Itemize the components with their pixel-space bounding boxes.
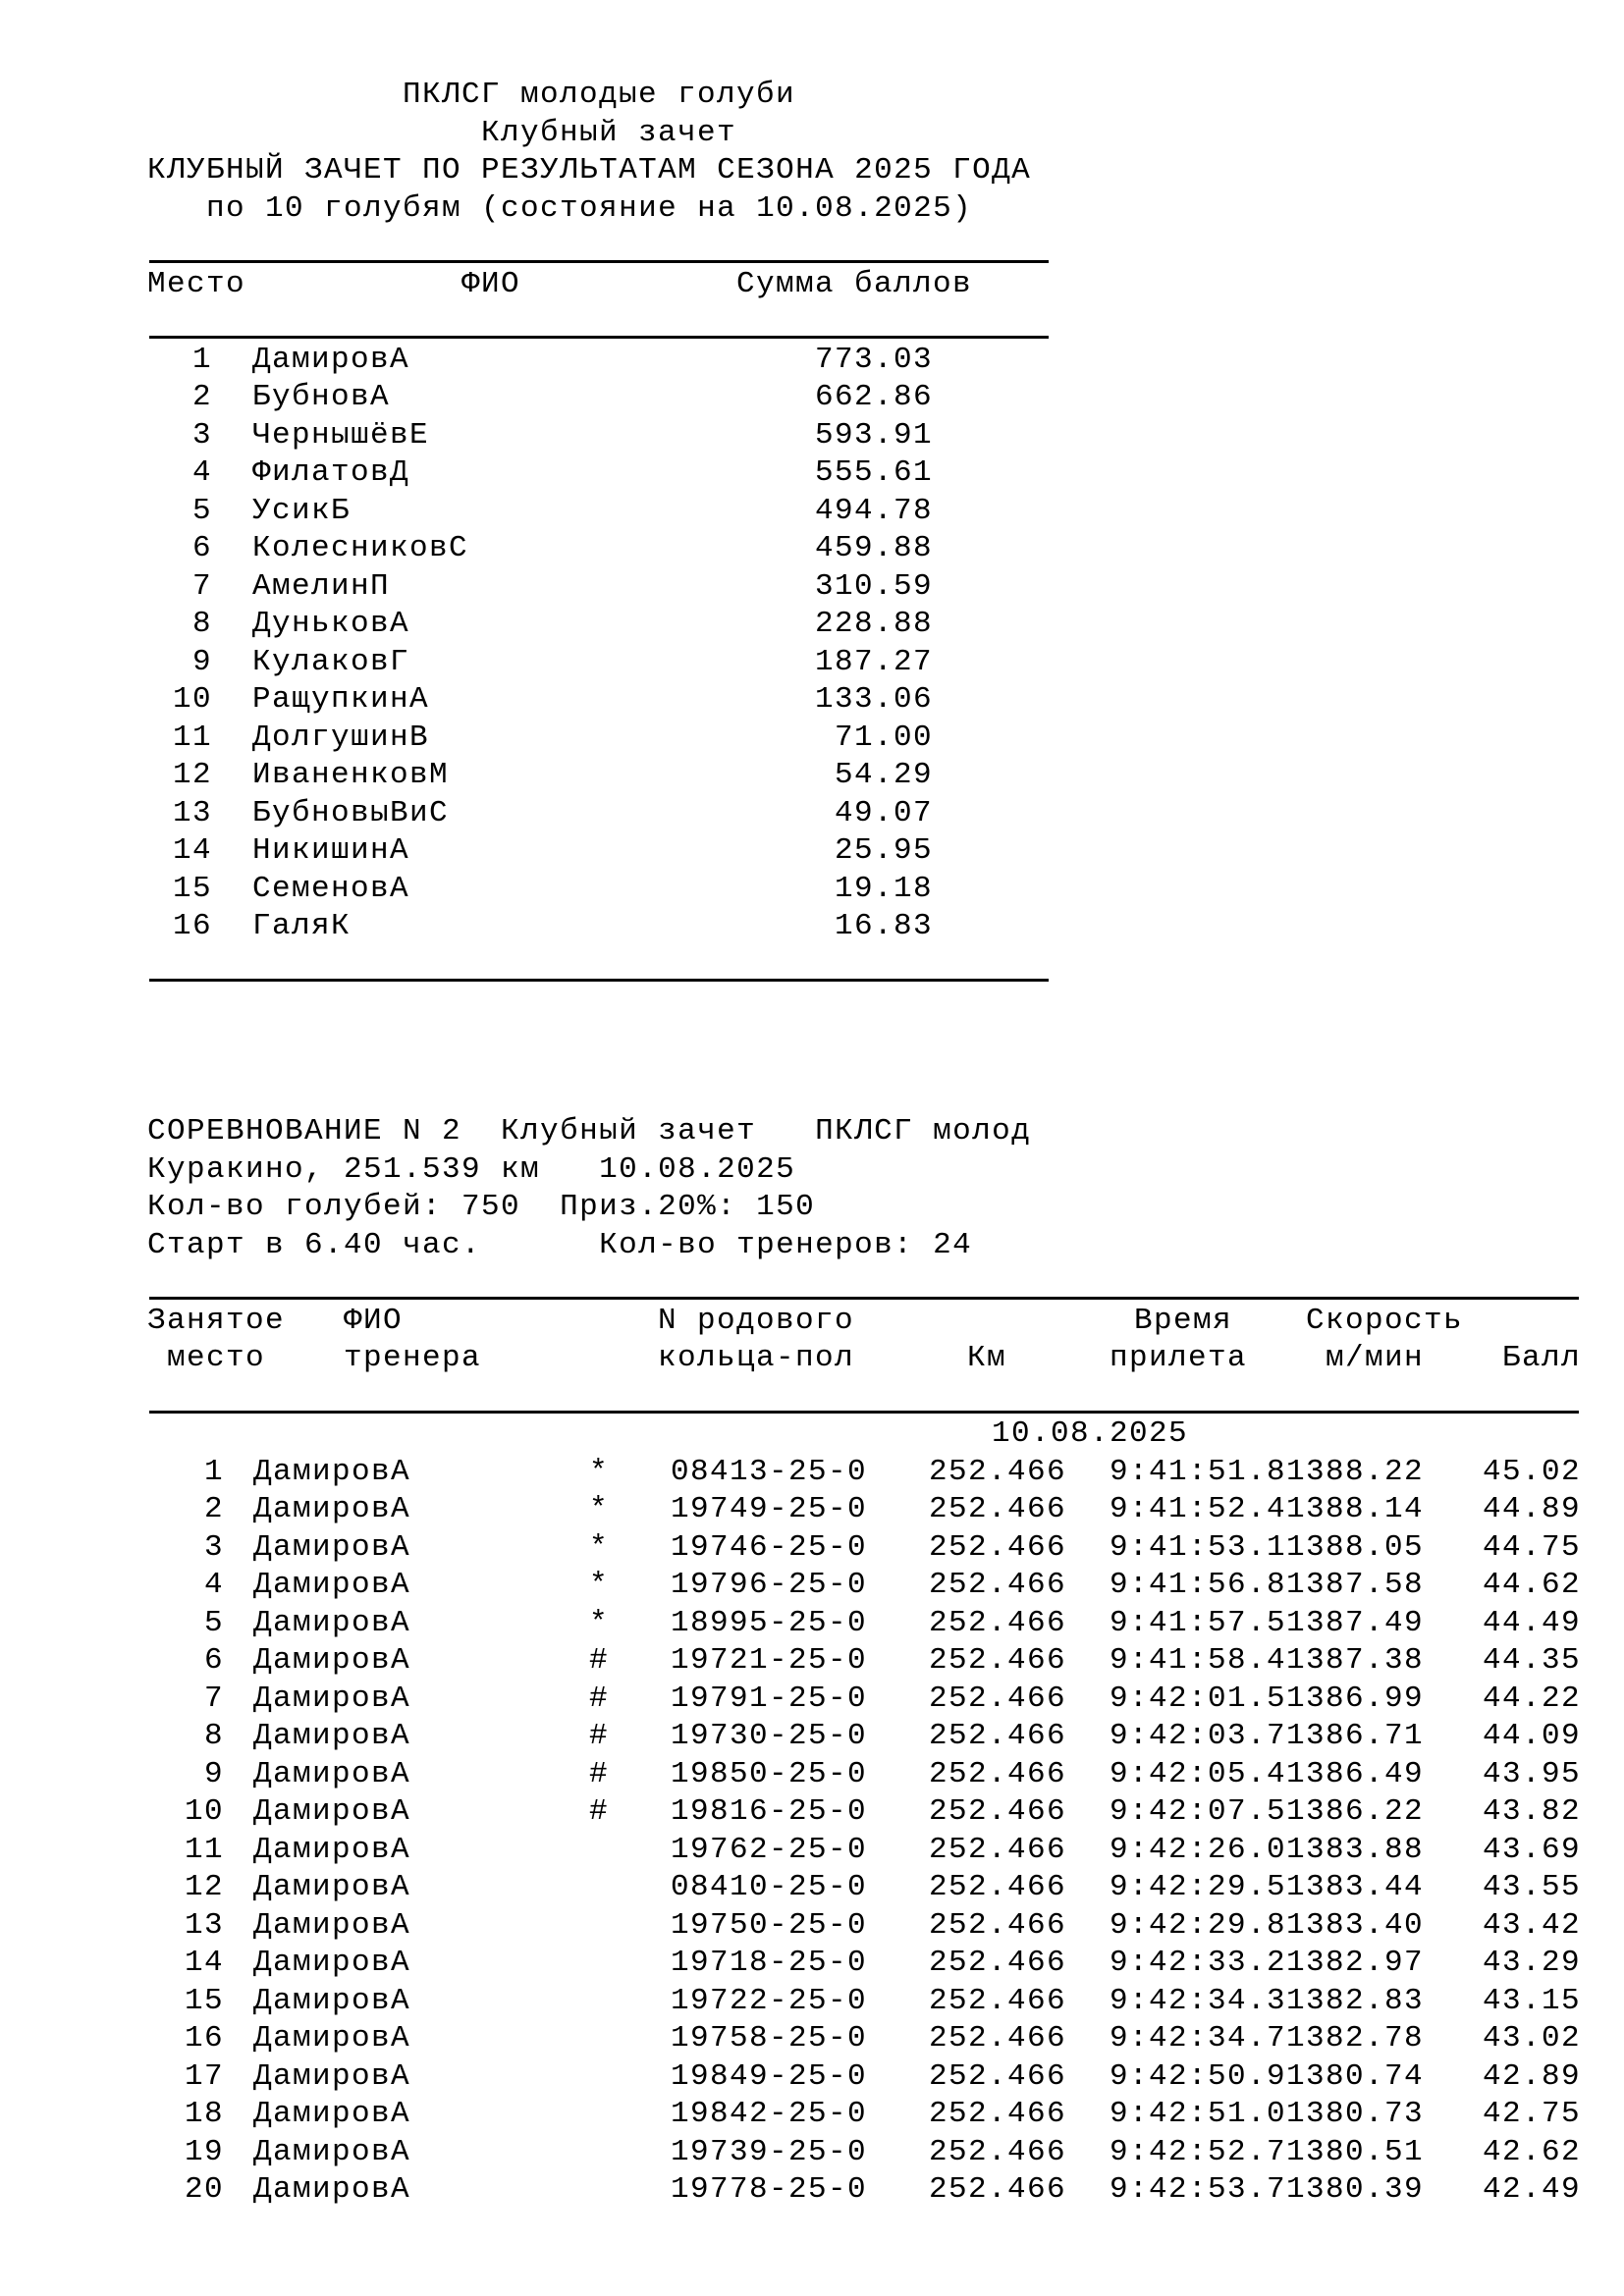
fancier-name-cell: ГаляК [252,909,352,943]
trainer-name-cell: ДамировА [253,1907,411,1943]
score-sum-cell: 310.59 [814,568,933,604]
results-header-place-1: Занятое [147,1303,286,1338]
competition-start-line [147,1227,1624,1265]
club-name: ПКЛСГ молодые голуби [403,78,796,112]
distance-cell: 252.466 [928,2021,1066,2056]
result-row [147,2058,1624,2097]
distance-cell: 252.466 [928,1794,1066,1829]
points-cell: 42.49 [1482,2172,1581,2207]
place-cell: 16 [172,909,212,943]
arrival-time-cell: 9:42:33.2 [1109,1946,1286,1980]
standings-row [147,720,1624,758]
score-sum-cell: 494.78 [814,493,933,528]
points-cell: 44.35 [1482,1643,1581,1678]
score-sum-cell: 459.88 [814,531,933,565]
results-header-speed-2: м/мин [1326,1341,1425,1375]
ring-number-cell: 19730-25-0 [671,1719,868,1753]
ring-number-cell: 19722-25-0 [671,1983,868,2018]
standings-header-row [147,266,1624,304]
place-cell: 7 [203,1681,224,1716]
distance-cell: 252.466 [928,2134,1066,2169]
result-row [147,2134,1624,2172]
speed-cell: 1382.78 [1285,2021,1424,2056]
standings-header-score: Сумма баллов [736,266,973,301]
arrival-time-cell: 9:42:34.3 [1109,1983,1286,2018]
distance-cell: 252.466 [928,1870,1066,1904]
speed-cell: 1387.49 [1285,1605,1424,1640]
prize-mark-cell: * [589,1454,610,1489]
place-cell: 7 [191,568,212,604]
standings-title: КЛУБНЫЙ ЗАЧЕТ ПО РЕЗУЛЬТАТАМ СЕЗОНА 2025 ГОДА [147,153,1032,187]
fancier-name-cell: ИваненковМ [252,758,450,792]
arrival-time-cell: 9:42:26.0 [1109,1832,1286,1867]
ring-number-cell: 19758-25-0 [671,2021,868,2056]
horizontal-rule [147,228,1624,266]
rule-bar [149,1297,1579,1300]
arrival-time-cell: 9:41:51.8 [1109,1454,1286,1489]
distance-cell: 252.466 [928,1983,1066,2018]
place-cell: 16 [184,2021,224,2056]
standings-row [147,644,1624,682]
start-time-trainers: Старт в 6.40 час. Кол-во тренеров: 24 [147,1227,973,1262]
points-cell: 43.95 [1482,1756,1581,1791]
speed-cell: 1382.97 [1285,1946,1424,1980]
ring-number-cell: 19796-25-0 [671,1568,868,1602]
result-row [147,1832,1624,1870]
speed-cell: 1380.39 [1285,2172,1424,2207]
fancier-name-cell: ДуньковА [252,607,410,641]
trainer-name-cell: ДамировА [253,1681,411,1716]
place-cell: 1 [191,342,212,377]
trainer-name-cell: ДамировА [253,1454,411,1489]
results-header-row-2 [147,1340,1624,1378]
trainer-name-cell: ДамировА [253,1643,411,1678]
arrival-time-cell: 9:42:01.5 [1109,1681,1286,1716]
trainer-name-cell: ДамировА [253,2097,411,2131]
place-cell: 6 [203,1643,224,1678]
fancier-name-cell: ЧернышёвЕ [252,417,430,453]
points-cell: 43.69 [1482,1832,1581,1867]
distance-cell: 252.466 [928,2058,1066,2094]
fancier-name-cell: РащупкинА [252,682,430,717]
place-cell: 9 [191,644,212,679]
standings-header-place: Место [147,266,246,301]
distance-cell: 252.466 [928,1832,1066,1867]
place-cell: 14 [184,1946,224,1980]
score-sum-cell: 16.83 [834,909,933,943]
fancier-name-cell: КолесниковС [252,531,469,565]
arrival-time-cell: 9:42:34.7 [1109,2021,1286,2056]
prize-mark-cell: # [589,1719,610,1753]
report-title-line-2 [147,115,1624,153]
report-content [147,77,1624,2210]
trainer-name-cell: ДамировА [253,2058,411,2094]
distance-cell: 252.466 [928,1568,1066,1602]
prize-mark-cell: * [589,1605,610,1640]
distance-cell: 252.466 [928,1643,1066,1678]
points-cell: 43.55 [1482,1870,1581,1904]
place-cell: 13 [172,795,212,830]
result-row [147,1491,1624,1529]
points-cell: 44.62 [1482,1568,1581,1602]
results-header-place-2: место [167,1341,266,1375]
distance-cell: 252.466 [928,1492,1066,1526]
results-header-score: Балл [1502,1341,1582,1375]
standings-row [147,493,1624,531]
trainer-name-cell: ДамировА [253,1492,411,1526]
ring-number-cell: 19842-25-0 [671,2097,868,2131]
ring-number-cell: 19746-25-0 [671,1529,868,1565]
results-header-row-1 [147,1303,1624,1341]
place-cell: 3 [191,417,212,453]
result-row [147,1756,1624,1794]
horizontal-rule [147,303,1624,342]
arrival-time-cell: 9:42:52.7 [1109,2134,1286,2169]
trainer-name-cell: ДамировА [253,1605,411,1640]
result-row [147,1454,1624,1492]
score-sum-cell: 71.00 [834,720,933,755]
distance-cell: 252.466 [928,1529,1066,1565]
distance-cell: 252.466 [928,1605,1066,1640]
arrival-time-cell: 9:41:58.4 [1109,1643,1286,1678]
ring-number-cell: 19749-25-0 [671,1492,868,1526]
horizontal-rule [147,1264,1624,1303]
ring-number-cell: 19721-25-0 [671,1643,868,1678]
place-cell: 5 [203,1605,224,1640]
competition-place-line [147,1151,1624,1190]
pigeon-count-prize: Кол-во голубей: 750 Приз.20%: 150 [147,1190,816,1224]
competition-results-section [147,1113,1624,2210]
place-cell: 14 [172,833,212,868]
result-row [147,2171,1624,2210]
trainer-name-cell: ДамировА [253,1832,411,1867]
horizontal-rule [147,946,1624,985]
place-cell: 4 [203,1568,224,1602]
points-cell: 43.42 [1482,1907,1581,1943]
place-cell: 8 [203,1719,224,1753]
score-sum-cell: 773.03 [814,342,933,377]
ring-number-cell: 19718-25-0 [671,1946,868,1980]
score-sum-cell: 19.18 [834,871,933,906]
standings-row [147,379,1624,417]
distance-cell: 252.466 [928,1681,1066,1716]
standings-row [147,795,1624,833]
speed-cell: 1386.71 [1285,1719,1424,1753]
trainer-name-cell: ДамировА [253,1946,411,1980]
points-cell: 42.89 [1482,2058,1581,2094]
score-sum-cell: 187.27 [814,644,933,679]
arrival-time-cell: 9:41:56.8 [1109,1568,1286,1602]
result-row [147,1642,1624,1681]
place-cell: 11 [184,1832,224,1867]
arrival-time-cell: 9:41:57.5 [1109,1605,1286,1640]
result-row [147,1907,1624,1946]
speed-cell: 1380.73 [1285,2097,1424,2131]
distance-cell: 252.466 [928,1719,1066,1753]
distance-cell: 252.466 [928,2097,1066,2131]
results-header-ring-2: кольца-пол [658,1341,855,1375]
speed-cell: 1388.22 [1285,1454,1424,1489]
place-cell: 4 [191,455,212,490]
points-cell: 44.22 [1482,1681,1581,1716]
ring-number-cell: 18995-25-0 [671,1605,868,1640]
prize-mark-cell: * [589,1492,610,1526]
results-rows [147,1454,1624,2210]
competition-title-line [147,1113,1624,1151]
results-header-time-1: Время [1134,1303,1233,1338]
fancier-name-cell: АмелинП [252,568,391,604]
points-cell: 42.62 [1482,2134,1581,2169]
distance-cell: 252.466 [928,1946,1066,1980]
speed-cell: 1387.58 [1285,1568,1424,1602]
place-cell: 15 [172,871,212,906]
fancier-name-cell: БубновА [252,380,391,414]
points-cell: 42.75 [1482,2097,1581,2131]
arrival-time-cell: 9:42:29.8 [1109,1907,1286,1943]
standings-note: по 10 голубям (состояние на 10.08.2025) [206,190,973,226]
standings-row [147,757,1624,795]
standings-row [147,568,1624,607]
trainer-name-cell: ДамировА [253,2021,411,2056]
place-cell: 15 [184,1983,224,2018]
arrival-time-cell: 9:42:51.0 [1109,2097,1286,2131]
prize-mark-cell: # [589,1681,610,1716]
results-header-name-1: ФИО [344,1303,404,1338]
result-row [147,1869,1624,1907]
standings-row [147,454,1624,493]
results-header-speed-1: Скорость [1306,1303,1464,1338]
fancier-name-cell: УсикБ [252,493,352,528]
trainer-name-cell: ДамировА [253,1719,411,1753]
trainer-name-cell: ДамировА [253,1568,411,1602]
ring-number-cell: 19816-25-0 [671,1794,868,1829]
fancier-name-cell: ДолгушинВ [252,720,430,755]
prize-mark-cell: * [589,1529,610,1565]
place-cell: 6 [191,531,212,565]
points-cell: 43.15 [1482,1983,1581,2018]
standings-row [147,871,1624,909]
season-standings-section [147,77,1624,984]
points-cell: 44.89 [1482,1492,1581,1526]
result-row [147,2096,1624,2134]
score-sum-cell: 54.29 [834,758,933,792]
result-row [147,1605,1624,1643]
place-cell: 20 [184,2172,224,2207]
prize-mark-cell: # [589,1756,610,1791]
speed-cell: 1382.83 [1285,1983,1424,2018]
score-sum-cell: 133.06 [814,682,933,717]
arrival-time-cell: 9:42:53.7 [1109,2172,1286,2207]
arrival-time-cell: 9:42:05.4 [1109,1756,1286,1791]
speed-cell: 1387.38 [1285,1643,1424,1678]
trainer-name-cell: ДамировА [253,1529,411,1565]
trainer-name-cell: ДамировА [253,2134,411,2169]
speed-cell: 1383.40 [1285,1907,1424,1943]
result-row [147,2020,1624,2058]
speed-cell: 1380.51 [1285,2134,1424,2169]
score-sum-cell: 555.61 [814,455,933,490]
points-cell: 45.02 [1482,1454,1581,1489]
place-cell: 13 [184,1907,224,1943]
rule-bar [149,260,1049,263]
speed-cell: 1380.74 [1285,2058,1424,2094]
trainer-name-cell: ДамировА [253,1983,411,2018]
competition-counts-line [147,1189,1624,1227]
report-title-line-3 [147,152,1624,190]
standings-row [147,681,1624,720]
arrival-time-cell: 9:41:52.4 [1109,1492,1286,1526]
score-sum-cell: 662.86 [814,380,933,414]
points-cell: 44.75 [1482,1529,1581,1565]
result-row [147,1793,1624,1832]
ring-number-cell: 19850-25-0 [671,1756,868,1791]
rule-bar [149,336,1049,339]
arrival-time-cell: 9:42:03.7 [1109,1719,1286,1753]
result-row [147,1567,1624,1605]
result-row [147,1945,1624,1983]
fancier-name-cell: ДамировА [252,342,410,377]
ring-number-cell: 19739-25-0 [671,2134,868,2169]
race-date-line [147,1415,1624,1454]
distance-cell: 252.466 [928,1454,1066,1489]
speed-cell: 1386.99 [1285,1681,1424,1716]
prize-mark-cell: # [589,1794,610,1829]
fancier-name-cell: СеменовА [252,871,410,906]
place-cell: 2 [203,1492,224,1526]
distance-cell: 252.466 [928,1756,1066,1791]
prize-mark-cell: # [589,1643,610,1678]
standings-row [147,342,1624,380]
speed-cell: 1383.44 [1285,1870,1424,1904]
score-sum-cell: 228.88 [814,607,933,641]
ring-number-cell: 19762-25-0 [671,1832,868,1867]
trainer-name-cell: ДамировА [253,1756,411,1791]
fancier-name-cell: БубновыВиС [252,795,450,830]
speed-cell: 1386.49 [1285,1756,1424,1791]
speed-cell: 1388.05 [1285,1529,1424,1565]
fancier-name-cell: НикишинА [252,833,410,868]
distance-cell: 252.466 [928,2172,1066,2207]
ring-number-cell: 08410-25-0 [671,1870,868,1904]
place-cell: 9 [203,1756,224,1791]
speed-cell: 1388.14 [1285,1492,1424,1526]
place-cell: 10 [184,1794,224,1829]
horizontal-rule [147,1378,1624,1416]
result-row [147,1529,1624,1568]
results-header-ring-1: N родового [658,1303,855,1338]
report-title-line-1 [147,77,1624,115]
results-header-name-2: тренера [344,1341,482,1375]
competition-title: СОРЕВНОВАНИЕ N 2 Клубный зачет ПКЛСГ молод [147,1114,1032,1148]
place-cell: 12 [172,758,212,792]
place-cell: 17 [184,2058,224,2094]
standings-row [147,417,1624,455]
trainer-name-cell: ДамировА [253,2172,411,2207]
standings-row [147,832,1624,871]
place-cell: 5 [191,493,212,528]
arrival-time-cell: 9:42:29.5 [1109,1870,1286,1904]
points-cell: 43.29 [1482,1946,1581,1980]
score-sum-cell: 49.07 [834,795,933,830]
result-row [147,1983,1624,2021]
points-cell: 43.02 [1482,2021,1581,2056]
standings-row [147,908,1624,946]
speed-cell: 1386.22 [1285,1794,1424,1829]
ring-number-cell: 08413-25-0 [671,1454,868,1489]
rule-bar [149,979,1049,982]
result-row [147,1681,1624,1719]
trainer-name-cell: ДамировА [253,1870,411,1904]
standings-row [147,606,1624,644]
place-cell: 18 [184,2097,224,2131]
race-date: 10.08.2025 [992,1416,1189,1451]
arrival-time-cell: 9:41:53.1 [1109,1529,1286,1565]
standings-subtitle: Клубный зачет [481,115,737,150]
points-cell: 44.09 [1482,1719,1581,1753]
fancier-name-cell: ФилатовД [252,455,410,490]
place-cell: 19 [184,2134,224,2169]
place-cell: 3 [203,1529,224,1565]
points-cell: 43.82 [1482,1794,1581,1829]
rule-bar [149,1411,1579,1414]
competition-place-distance-date: Куракино, 251.539 км 10.08.2025 [147,1151,796,1187]
place-cell: 12 [184,1870,224,1904]
report-title-line-4 [147,190,1624,229]
results-header-time-2: прилета [1110,1341,1248,1375]
score-sum-cell: 25.95 [834,833,933,868]
trainer-name-cell: ДамировА [253,1794,411,1829]
ring-number-cell: 19849-25-0 [671,2058,868,2094]
arrival-time-cell: 9:42:50.9 [1109,2058,1286,2094]
results-header-km: Км [967,1341,1007,1375]
points-cell: 44.49 [1482,1605,1581,1640]
standings-header-name: ФИО [461,266,521,301]
result-row [147,1718,1624,1756]
prize-mark-cell: * [589,1568,610,1602]
place-cell: 8 [191,607,212,641]
ring-number-cell: 19778-25-0 [671,2172,868,2207]
speed-cell: 1383.88 [1285,1832,1424,1867]
standings-rows [147,342,1624,946]
ring-number-cell: 19750-25-0 [671,1907,868,1943]
distance-cell: 252.466 [928,1907,1066,1943]
score-sum-cell: 593.91 [814,417,933,453]
place-cell: 2 [191,380,212,414]
fancier-name-cell: КулаковГ [252,644,410,679]
place-cell: 10 [172,682,212,717]
standings-row [147,530,1624,568]
place-cell: 1 [203,1454,224,1489]
arrival-time-cell: 9:42:07.5 [1109,1794,1286,1829]
ring-number-cell: 19791-25-0 [671,1681,868,1716]
place-cell: 11 [172,720,212,755]
